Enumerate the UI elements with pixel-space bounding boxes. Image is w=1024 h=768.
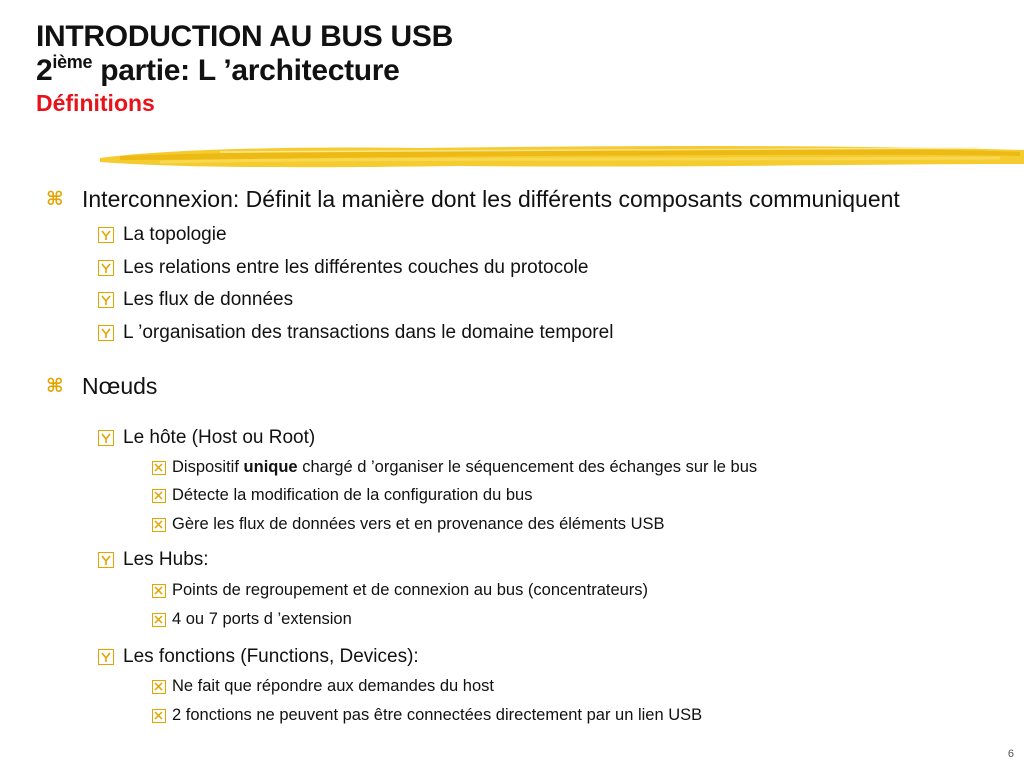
checkbox-x-icon (152, 709, 166, 723)
list-item (98, 646, 419, 668)
command-icon: ⌘ (46, 376, 64, 397)
sub-list-item (152, 677, 494, 696)
section-label: Interconnexion: Définit la manière dont les différents composants communiquent (82, 186, 900, 212)
subitem-text-post: chargé d ’organiser le séquencement des échanges sur le bus (297, 458, 758, 476)
yellow-brush-stroke (100, 138, 1024, 178)
section-noeuds (46, 373, 157, 400)
list-item (98, 549, 209, 571)
subitem-text-bold: unique (243, 458, 298, 476)
checkbox-x-icon (152, 680, 166, 694)
checkbox-checked-icon (98, 292, 114, 308)
checkbox-x-icon (152, 584, 166, 598)
subitem-text: Ne fait que répondre aux demandes du host (172, 677, 494, 695)
checkbox-x-icon (152, 461, 166, 475)
section-interconnexion (46, 186, 900, 213)
item-label: La topologie (123, 224, 227, 245)
subitem-text: Points de regroupement et de connexion au bus (concentrateurs) (172, 581, 649, 599)
slide-title: INTRODUCTION AU BUS USB (36, 20, 453, 53)
subtitle-number: 2 (36, 54, 53, 87)
checkbox-x-icon (152, 518, 166, 532)
checkbox-x-icon (152, 613, 166, 627)
section-label: Nœuds (82, 373, 158, 399)
checkbox-checked-icon (98, 649, 114, 665)
subitem-text: 2 fonctions ne peuvent pas être connectées directement par un lien USB (172, 706, 703, 724)
checkbox-checked-icon (98, 227, 114, 243)
subitem-text: Détecte la modification de la configuration du bus (172, 486, 533, 504)
subitem-text-pre: Dispositif (172, 458, 244, 476)
subtitle-superscript: ième (52, 52, 93, 72)
checkbox-checked-icon (98, 430, 114, 446)
section-heading: Définitions (36, 90, 155, 116)
item-label: Les flux de données (123, 289, 294, 310)
sub-list-item (152, 581, 648, 600)
sub-list-item (152, 610, 352, 629)
sub-list-item (152, 458, 757, 477)
subitem-text: 4 ou 7 ports d ’extension (172, 610, 352, 628)
list-item (98, 289, 293, 311)
checkbox-x-icon (152, 489, 166, 503)
item-label: Les relations entre les différentes couches du protocole (123, 257, 589, 278)
subitem-text: Gère les flux de données vers et en provenance des éléments USB (172, 515, 665, 533)
list-item (98, 322, 613, 344)
slide-title-block (36, 20, 453, 117)
list-item (98, 257, 588, 279)
checkbox-checked-icon (98, 260, 114, 276)
item-label: Les Hubs: (123, 549, 209, 570)
item-label: L ’organisation des transactions dans le domaine temporel (123, 322, 614, 343)
slide-subtitle (36, 54, 453, 88)
checkbox-checked-icon (98, 325, 114, 341)
subitem-text (172, 458, 757, 477)
sub-list-item (152, 706, 702, 725)
subtitle-text: partie: L ’architecture (92, 54, 400, 87)
item-label: Les fonctions (Functions, Devices): (123, 646, 419, 667)
item-label: Le hôte (Host ou Root) (123, 427, 316, 448)
list-item (98, 427, 315, 449)
checkbox-checked-icon (98, 552, 114, 568)
sub-list-item (152, 486, 532, 505)
list-item (98, 224, 227, 246)
page-number: 6 (1007, 748, 1014, 760)
command-icon: ⌘ (46, 189, 64, 210)
sub-list-item (152, 515, 665, 534)
